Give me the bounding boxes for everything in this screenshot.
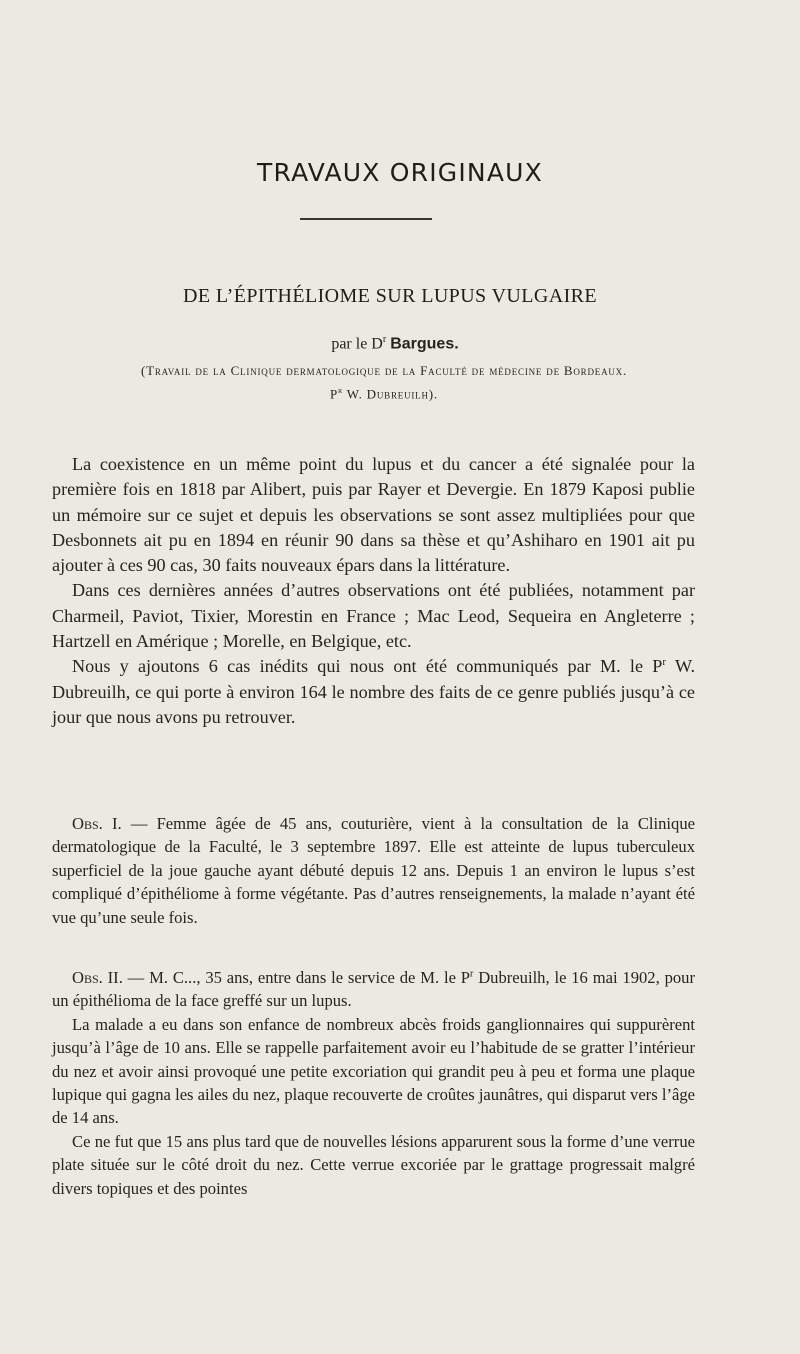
observation-2-text-end: Dubreuilh, le 16 mai 1902, pour un épithélioma de la face greffé sur un lupus. — [52, 968, 695, 1011]
observation-2-sup: r — [470, 968, 474, 980]
observation-2-text-start: — M. C..., 35 ans, entre dans le service de M. le P — [122, 968, 471, 987]
byline-prefix-sup: r — [382, 334, 387, 345]
observation-1 — [52, 812, 695, 929]
paragraph-1: La coexistence en un même point du lupus et du cancer a été signalée pour la première fois en 1818 par Alibert, puis par Rayer et Devergie. En 1879 Kaposi publie un mémoire sur ce sujet et depuis les observations se sont assez multipliées pour que Desbonnets ait pu en 1894 en réunir 90 dans sa thèse et qu’Ashiharo en 1901 ait pu ajouter à ces 90 cas, 30 faits nouveaux épars dans la littérature. — [52, 454, 695, 576]
introduction — [52, 452, 695, 730]
affiliation-director: W. Dubreuilh). — [342, 386, 438, 402]
observation-2-paragraph-3: Ce ne fut que 15 ans plus tard que de nouvelles lésions apparurent sous la forme d’une verrue plate située sur le côté droit du nez. Cette verrue excoriée par le grattage progressait malgré divers topiques et des pointes — [52, 1131, 695, 1198]
affiliation-prefix-sup: r — [338, 386, 343, 395]
byline — [0, 334, 790, 353]
paragraph-3-start: Nous y ajoutons 6 cas inédits qui nous ont été communiqués par M. le P — [72, 656, 663, 677]
affiliation-line-1: (Travail de la Clinique dermatologique de la Faculté de médecine de Bordeaux. — [140, 363, 628, 378]
observation-2-paragraph-2: La malade a eu dans son enfance de nombreux abcès froids ganglionnaires qui suppurèrent jusqu’à l’âge de 10 ans. Elle se rappelle parfaitement avoir eu l’habitude de se gratter l’intérieur du nez et avoir ainsi provoqué une petite excoriation qui grandit peu à peu et forma une plaque lupique qui gagna les ailes du nez, plaque recouverte de croûtes jaunâtres, qui disparut vers l’âge de 14 ans. — [52, 1014, 695, 1128]
paragraph-3-sup: r — [662, 656, 667, 669]
affiliation-prefix: P — [330, 386, 339, 402]
affiliation-line-2 — [54, 386, 714, 402]
observation-2-label: Obs. II. — [72, 968, 123, 987]
paragraph-2: Dans ces dernières années d’autres observations ont été publiées, notamment par Charmeil, Paviot, Tixier, Morestin en France ; Mac Leod, Sequeira en Angleterre ; Hartzell en Amérique ; Morelle, en Belgique, etc. — [52, 580, 695, 652]
title-divider — [300, 218, 432, 220]
paragraph-3-end: W. Dubreuilh, ce qui porte à environ 164 le nombre des faits de ce genre publiés jusqu’à ce jour que nous avons pu retrouver. — [52, 656, 696, 727]
observation-1-text: — Femme âgée de 45 ans, couturière, vient à la consultation de la Clinique dermatologique de la Faculté, le 3 septembre 1897. Elle est atteinte de lupus tuberculeux superficiel de la joue gauche ayant débuté depuis 12 ans. Depuis 1 an environ le lupus s’est compliqué d’épithéliome à forme végétante. Pas d’autres renseignements, la malade n’ayant été vue qu’une seule fois. — [52, 814, 695, 927]
article-title: DE L’ÉPITHÉLIOME SUR LUPUS VULGAIRE — [183, 285, 597, 307]
byline-prefix: par le D — [331, 335, 383, 353]
observation-1-paragraph — [52, 812, 695, 929]
observation-2 — [52, 966, 695, 1200]
paragraph-3 — [52, 654, 695, 730]
author-name: Bargues. — [390, 335, 459, 353]
section-title: TRAVAUX ORIGINAUX — [257, 158, 543, 187]
observation-2-paragraph-1 — [52, 966, 695, 1013]
observation-1-label: Obs. I. — [72, 814, 122, 833]
